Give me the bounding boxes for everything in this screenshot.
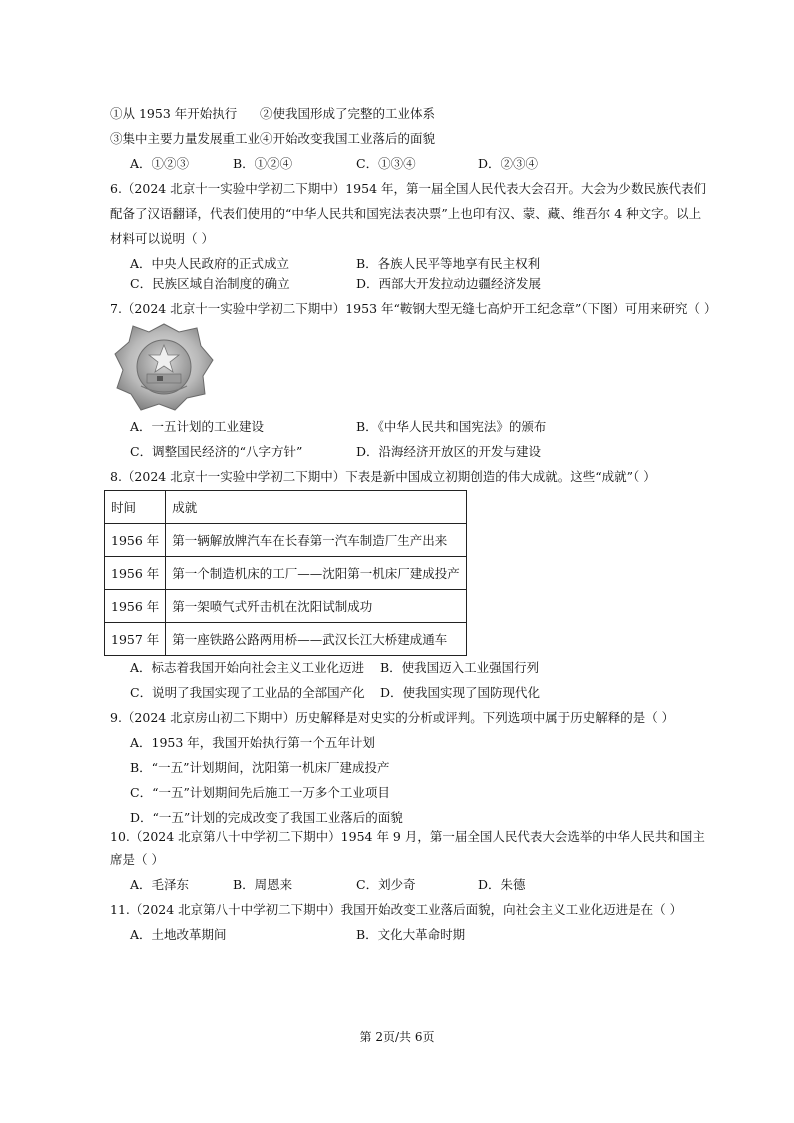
q9-stem: 9.（2024 北京房山初二下期中）历史解释是对史实的分析或评判。下列选项中属于历史解释的是（ ） — [110, 710, 675, 725]
q8-option-c[interactable]: C．说明了我国实现了工业品的全部国产化 — [130, 685, 365, 700]
table-row — [105, 524, 467, 557]
table-header-time: 时间 — [105, 491, 166, 524]
q11-option-b[interactable]: B．文化大革命时期 — [356, 927, 466, 942]
q5-option-c[interactable]: C．①③④ — [356, 156, 416, 171]
table-row — [105, 557, 467, 590]
q10-stem-line-1: 10.（2024 北京第八十中学初二下期中）1954 年 9 月，第一届全国人民代表大会选举的中华人民共和国主 — [110, 829, 705, 844]
q9-option-c[interactable]: C．“一五”计划期间先后施工一万多个工业项目 — [130, 785, 390, 800]
q7-stem: 7.（2024 北京十一实验中学初二下期中）1953 年“鞍钢大型无缝七高炉开工纪念章”（下图）可用来研究（ ） — [110, 301, 717, 316]
commemorative-medal-image — [113, 322, 215, 412]
q6-stem-line-3: 材料可以说明（ ） — [110, 231, 214, 246]
q6-option-c[interactable]: C．民族区域自治制度的确立 — [130, 276, 290, 291]
table-row — [105, 623, 467, 656]
q11-option-a[interactable]: A．土地改革期间 — [130, 927, 227, 942]
table-cell-year: 1957 年 — [105, 623, 166, 656]
q10-option-c[interactable]: C．刘少奇 — [356, 877, 416, 892]
q6-option-a[interactable]: A．中央人民政府的正式成立 — [130, 256, 290, 271]
q8-option-a[interactable]: A．标志着我国开始向社会主义工业化迈进 — [130, 660, 365, 675]
table-cell-achievement: 第一座铁路公路两用桥——武汉长江大桥建成通车 — [166, 623, 467, 656]
table-cell-achievement: 第一架喷气式歼击机在沈阳试制成功 — [166, 590, 467, 623]
q6-stem-line-2: 配备了汉语翻译，代表们使用的“中华人民共和国宪法表决票”上也印有汉、蒙、藏、维吾尔 4 种文字。以上 — [110, 206, 702, 221]
q10-option-b[interactable]: B．周恩来 — [233, 877, 293, 892]
q6-option-d[interactable]: D．西部大开发拉动边疆经济发展 — [356, 276, 542, 291]
q7-option-b[interactable]: B．《中华人民共和国宪法》的颁布 — [356, 419, 547, 434]
table-header-row — [105, 491, 467, 524]
q5-option-a[interactable]: A．①②③ — [130, 156, 190, 171]
q7-option-d[interactable]: D．沿海经济开放区的开发与建设 — [356, 444, 542, 459]
q10-stem-line-2: 席是（ ） — [110, 852, 164, 867]
table-cell-year: 1956 年 — [105, 524, 166, 557]
table-cell-achievement: 第一辆解放牌汽车在长春第一汽车制造厂生产出来 — [166, 524, 467, 557]
q7-option-a[interactable]: A．一五计划的工业建设 — [130, 419, 265, 434]
q10-option-a[interactable]: A．毛泽东 — [130, 877, 190, 892]
table-row — [105, 590, 467, 623]
table-cell-year: 1956 年 — [105, 590, 166, 623]
q6-option-b[interactable]: B．各族人民平等地享有民主权利 — [356, 256, 541, 271]
q5-statement-4: ④开始改变我国工业落后的面貌 — [260, 131, 436, 146]
q5-statement-2: ②使我国形成了完整的工业体系 — [260, 106, 436, 121]
q5-statement-1: ①从 1953 年开始执行 — [110, 106, 238, 121]
q9-option-a[interactable]: A．1953 年，我国开始执行第一个五年计划 — [130, 735, 375, 750]
q7-option-c[interactable]: C．调整国民经济的“八字方针” — [130, 444, 303, 459]
q8-option-b[interactable]: B．使我国迈入工业强国行列 — [380, 660, 540, 675]
q10-option-d[interactable]: D．朱德 — [478, 877, 526, 892]
q8-stem: 8.（2024 北京十一实验中学初二下期中）下表是新中国成立初期创造的伟大成就。这些“成就”（ ） — [110, 469, 656, 484]
q5-option-b[interactable]: B．①②④ — [233, 156, 293, 171]
q6-stem-line-1: 6.（2024 北京十一实验中学初二下期中）1954 年，第一届全国人民代表大会召开。大会为少数民族代表们 — [110, 181, 706, 196]
q5-option-d[interactable]: D．②③④ — [478, 156, 539, 171]
page-number: 第 2页/共 6页 — [359, 1030, 435, 1044]
table-cell-achievement: 第一个制造机床的工厂——沈阳第一机床厂建成投产 — [166, 557, 467, 590]
achievements-table — [104, 490, 467, 656]
table-header-achievement: 成就 — [166, 491, 467, 524]
q8-option-d[interactable]: D．使我国实现了国防现代化 — [380, 685, 541, 700]
q11-stem: 11.（2024 北京第八十中学初二下期中）我国开始改变工业落后面貌，向社会主义工业化迈进是在（ ） — [110, 902, 683, 917]
table-cell-year: 1956 年 — [105, 557, 166, 590]
q5-statement-3: ③集中主要力量发展重工业 — [110, 131, 261, 146]
q9-option-b[interactable]: B．“一五”计划期间，沈阳第一机床厂建成投产 — [130, 760, 390, 775]
q9-option-d[interactable]: D．“一五”计划的完成改变了我国工业落后的面貌 — [130, 810, 403, 825]
